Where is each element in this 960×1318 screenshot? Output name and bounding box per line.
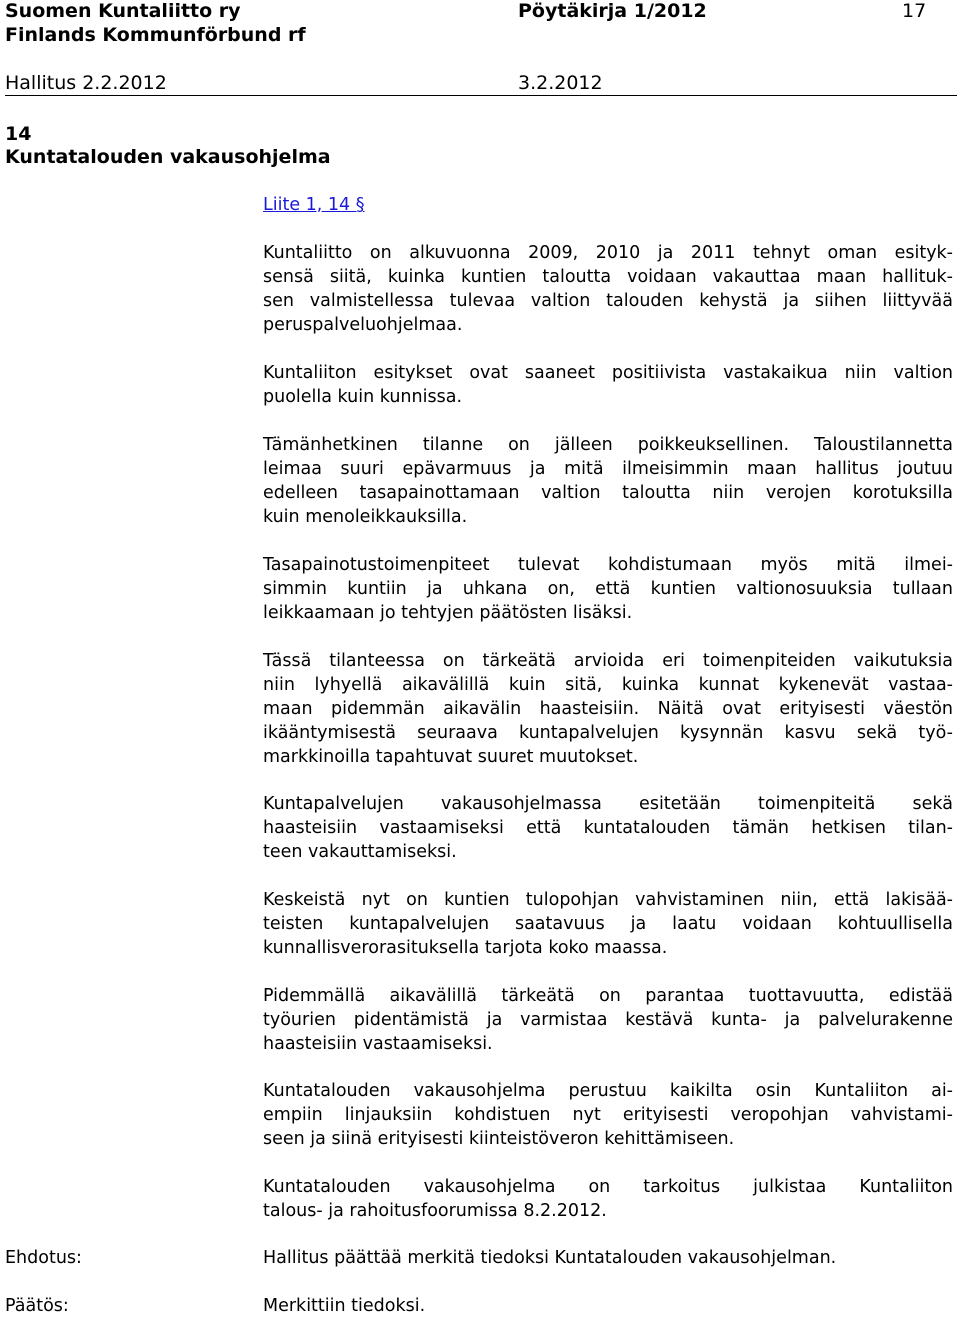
proposal-label: Ehdotus: xyxy=(5,1248,82,1268)
meeting-label: Hallitus 2.2.2012 xyxy=(5,72,167,94)
paragraph xyxy=(263,649,953,769)
paragraph-line: kunnallisverorasituksella tarjota koko maassa. xyxy=(263,938,668,958)
paragraph-line: leimaa suuri epävarmuus ja mitä ilmeisimmin maan hallitus joutuu xyxy=(263,459,953,479)
paragraph-line: Kuntaliitto on alkuvuonna 2009, 2010 ja 2011 tehnyt oman esityk- xyxy=(263,243,953,263)
org-name-sv: Finlands Kommunförbund rf xyxy=(5,24,306,46)
paragraph-line: Kuntatalouden vakausohjelma perustuu kaikilta osin Kuntaliiton ai- xyxy=(263,1081,953,1101)
paragraph-line: Kuntapalvelujen vakausohjelmassa esitetään toimenpiteitä sekä xyxy=(263,794,953,814)
meeting-date: 3.2.2012 xyxy=(518,72,603,94)
paragraph-line: sen valmistellessa tulevaa valtion talouden kehystä ja siihen liittyvää xyxy=(263,291,953,311)
document-title: Pöytäkirja 1/2012 xyxy=(518,0,707,22)
paragraph-line: teen vakauttamiseksi. xyxy=(263,842,457,862)
decision-text: Merkittiin tiedoksi. xyxy=(263,1296,426,1316)
org-name-fi: Suomen Kuntaliitto ry xyxy=(5,0,241,22)
paragraph-line: niin lyhyellä aikavälillä kuin sitä, kuinka kunnat kykenevät vastaa- xyxy=(263,675,953,695)
paragraph-line: simmin kuntiin ja uhkana on, että kuntien valtionosuuksia tullaan xyxy=(263,579,953,599)
paragraph-line: Keskeistä nyt on kuntien tulopohjan vahvistaminen niin, että lakisää- xyxy=(263,890,953,910)
paragraph xyxy=(263,1079,953,1151)
paragraph-line: talous- ja rahoitusfoorumissa 8.2.2012. xyxy=(263,1201,607,1221)
paragraph-line: Tässä tilanteessa on tärkeätä arvioida eri toimenpiteiden vaikutuksia xyxy=(263,651,953,671)
proposal-text: Hallitus päättää merkitä tiedoksi Kuntatalouden vakausohjelman. xyxy=(263,1248,837,1268)
page-number: 17 xyxy=(902,0,927,22)
paragraph-line: Tämänhetkinen tilanne on jälleen poikkeuksellinen. Taloustilannetta xyxy=(263,435,953,455)
paragraph-line: kuin menoleikkauksilla. xyxy=(263,507,468,527)
attachment-link[interactable]: Liite 1, 14 § xyxy=(263,195,365,215)
paragraph xyxy=(263,553,953,625)
decision-label: Päätös: xyxy=(5,1296,69,1316)
paragraph-line: Kuntatalouden vakausohjelma on tarkoitus julkistaa Kuntaliiton xyxy=(263,1177,953,1197)
paragraph-line: ikääntymisestä seuraava kuntapalvelujen kysynnän kasvu sekä työ- xyxy=(263,723,953,743)
paragraph-line: Kuntaliiton esitykset ovat saaneet positiivista vastakaikua niin valtion xyxy=(263,363,953,383)
section-title: Kuntatalouden vakausohjelma xyxy=(5,146,331,168)
paragraph-line: Pidemmällä aikavälillä tärkeätä on parantaa tuottavuutta, edistää xyxy=(263,986,953,1006)
paragraph xyxy=(263,1175,953,1223)
paragraph-line: sensä siitä, kuinka kuntien taloutta voidaan vakauttaa maan hallituk- xyxy=(263,267,953,287)
paragraph xyxy=(263,433,953,529)
paragraph xyxy=(263,984,953,1056)
paragraph xyxy=(263,241,953,337)
paragraph-line: markkinoilla tapahtuvat suuret muutokset. xyxy=(263,747,639,767)
paragraph-line: peruspalveluohjelmaa. xyxy=(263,315,463,335)
paragraph-line: leikkaamaan jo tehtyjen päätösten lisäksi. xyxy=(263,603,633,623)
paragraph xyxy=(263,888,953,960)
paragraph-line: haasteisiin vastaamiseksi. xyxy=(263,1034,493,1054)
paragraph xyxy=(263,361,953,409)
paragraph-line: edelleen tasapainottamaan valtion taloutta niin verojen korotuksilla xyxy=(263,483,953,503)
paragraph-line: puolella kuin kunnissa. xyxy=(263,387,463,407)
paragraph-line: Tasapainotustoimenpiteet tulevat kohdistumaan myös mitä ilmei- xyxy=(263,555,953,575)
header-divider xyxy=(5,95,957,96)
paragraph-line: työurien pidentämistä ja varmistaa kestävä kunta- ja palvelurakenne xyxy=(263,1010,953,1030)
section-number: 14 xyxy=(5,123,32,145)
paragraph-line: maan pidemmän aikavälin haasteisiin. Näitä ovat erityisesti väestön xyxy=(263,699,953,719)
paragraph xyxy=(263,792,953,864)
paragraph-line: empiin linjauksiin kohdistuen nyt erityisesti veropohjan vahvistami- xyxy=(263,1105,953,1125)
paragraph-line: seen ja siinä erityisesti kiinteistöveron kehittämiseen. xyxy=(263,1129,735,1149)
paragraph-line: haasteisiin vastaamiseksi että kuntatalouden tämän hetkisen tilan- xyxy=(263,818,953,838)
paragraph-line: teisten kuntapalvelujen saatavuus ja laatu voidaan kohtuullisella xyxy=(263,914,953,934)
